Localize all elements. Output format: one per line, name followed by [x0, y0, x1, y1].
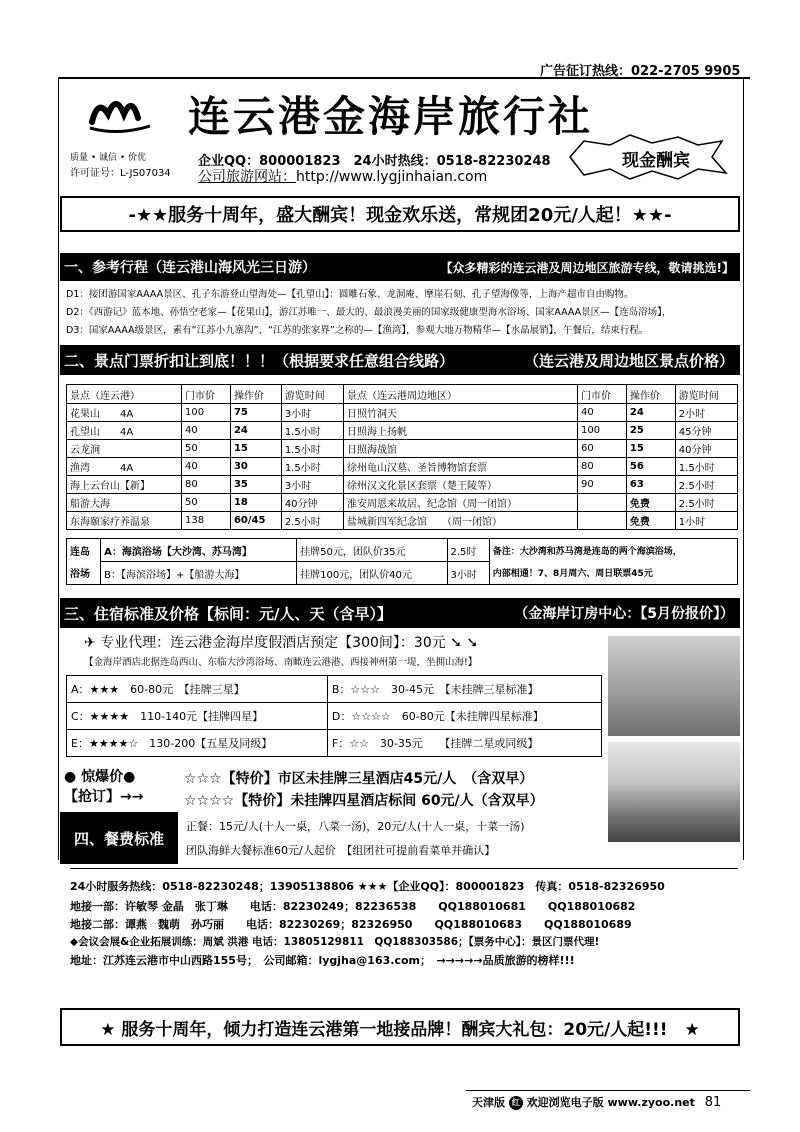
itinerary-day-2: D2：《西游记》蓝本地、孙悟空老家—【花果山】，游江苏唯一、最大的、最浪漫美丽的国家级健康型海水浴场、国家AAAA景区—【连岛浴场】， — [66, 307, 672, 318]
divider — [70, 868, 738, 869]
table-cell: 50 — [182, 494, 231, 512]
motto: 质量 • 诚信 • 价优 — [70, 153, 147, 163]
table-cell — [577, 512, 626, 530]
beach-option-a: A：海滨浴场【大沙湾、苏马湾】 — [101, 539, 297, 562]
hotel-cell: E：★★★★☆ 130-200【五星及同级】 — [67, 730, 328, 757]
table-cell: 80 — [182, 476, 231, 494]
table-cell: 40 — [182, 422, 231, 440]
table-cell: 63 — [626, 476, 675, 494]
hotel-cell: D：☆☆☆☆ 60-80元【未挂牌四星标准】 — [327, 703, 601, 730]
promo-line-1: ☆☆☆【特价】市区未挂牌三星酒店45元/人 （含双早） — [184, 771, 534, 787]
col-header: 操作价 — [230, 385, 281, 404]
table-cell: 100 — [577, 422, 626, 440]
table-cell: 2.5小时 — [675, 476, 737, 494]
website-label: 公司旅游网站： — [198, 169, 296, 185]
table-cell: 138 — [182, 512, 231, 530]
table-cell: 75 — [230, 404, 281, 422]
table-cell: 渔湾 4A — [67, 458, 182, 476]
table-cell: 孔望山 4A — [67, 422, 182, 440]
table-cell: 3小时 — [281, 476, 343, 494]
table-row — [67, 730, 602, 757]
table-cell: 2.5小时 — [675, 494, 737, 512]
table-cell: 日照竹洞天 — [343, 404, 577, 422]
contact-line-1: 24小时服务热线：0518-82230248；13905138806 ★★★【企业QQ】：800001823 传真：0518-82326950 — [70, 880, 665, 893]
table-row — [67, 476, 738, 494]
section-lodging-right: （金海岸订房中心：【5月份报价】） — [514, 606, 734, 622]
section-itinerary-title: 一、参考行程（连云港山海风光三日游） — [64, 260, 316, 276]
table-row — [67, 539, 738, 562]
contact-line-3: 地接二部：谭燕 魏萌 孙巧丽 电话：82230269；82326950 QQ188010683 QQ188010689 — [70, 918, 632, 931]
table-cell: 淮安周恩来故居、纪念馆（周一闭馆） — [343, 494, 577, 512]
cash-reward-badge: 现金酬宾 — [622, 151, 690, 171]
section-itinerary-header — [60, 253, 740, 281]
hotel-cell: A：★★★ 60-80元 【挂牌三星】 — [67, 676, 328, 703]
table-cell: 船游大海 — [67, 494, 182, 512]
table-row — [67, 422, 738, 440]
agent-text: 专业代理：连云港金海岸度假酒店预定【300间】：30元 — [100, 635, 446, 651]
table-cell: 2小时 — [675, 404, 737, 422]
table-cell: 15 — [626, 440, 675, 458]
beach-note-2: 内部相通！7、8月周六、周日联票45元 — [489, 562, 737, 585]
hotel-price-table — [66, 675, 602, 757]
table-row — [67, 458, 738, 476]
promo-label-2: 【抢订】→→ — [64, 789, 144, 805]
table-cell: 60 — [577, 440, 626, 458]
table-cell: 1小时 — [675, 512, 737, 530]
table-cell: 日照海上扬帆 — [343, 422, 577, 440]
table-cell: 盐城新四军纪念馆 （周一闭馆） — [343, 512, 577, 530]
promo-label — [64, 766, 174, 812]
promo-label-1: ● 惊爆价● — [64, 769, 136, 785]
section-itinerary-note: 【众多精彩的连云港及周边地区旅游专线，敬请挑选!】 — [440, 260, 734, 275]
table-row — [67, 404, 738, 422]
footer-circle-icon: 红 — [509, 1096, 523, 1110]
table-cell: 东海颐家疗养温泉 — [67, 512, 182, 530]
hotel-cell: C：★★★★ 110-140元【挂牌四星】 — [67, 703, 328, 730]
col-header: 景点（连云港） — [67, 385, 182, 404]
table-cell: 40 — [577, 404, 626, 422]
page-number: 81 — [704, 1095, 722, 1110]
beach-price-a: 挂牌50元，团队价35元 — [297, 539, 447, 562]
table-row — [67, 440, 738, 458]
table-cell: 2.5小时 — [281, 512, 343, 530]
contact-line-5: 地址：江苏连云港市中山西路155号； 公司邮箱：lygjha@163.com； →→→→→品质旅游的榜样!!! — [70, 954, 575, 967]
table-cell: 40 — [182, 458, 231, 476]
plane-icon: ✈ — [84, 635, 101, 651]
beach-ticket-table — [66, 538, 738, 585]
agent-subline: 【金海岸酒店北据连岛西山、东临大沙湾浴场、南瞰连云港港、西接神州第一堤，坐拥山海!】 — [84, 657, 478, 668]
table-cell: 30 — [230, 458, 281, 476]
table-cell: 90 — [577, 476, 626, 494]
beach-option-b: B：【海滨浴场】+【船游大海】 — [101, 562, 297, 585]
contact-line-2: 地接一部：许敏琴 金晶 张丁琳 电话：82230249；82236538 QQ188010681 QQ188010682 — [70, 900, 636, 913]
footer — [472, 1094, 721, 1110]
ticket-price-table — [66, 384, 738, 530]
footer-rule — [466, 1090, 750, 1091]
table-cell: 18 — [230, 494, 281, 512]
table-cell: 35 — [230, 476, 281, 494]
meal-title: 四、餐费标准 — [60, 812, 178, 864]
table-cell: 1.5小时 — [281, 422, 343, 440]
beach-time-b: 3小时 — [447, 562, 489, 585]
table-cell: 60/45 — [230, 512, 281, 530]
hotel-cell: F：☆☆ 30-35元 【挂牌二星或同级】 — [327, 730, 601, 757]
meal-line-1: 正餐：15元/人(十人一桌，八菜一汤)，20元/人(十人一桌，十菜一汤) — [186, 820, 525, 833]
beach-label: 连岛 — [67, 539, 101, 562]
ad-hotline: 广告征订热线：022-2705 9905 — [540, 64, 741, 79]
table-cell: 1.5小时 — [281, 440, 343, 458]
beach-time-a: 2.5时 — [447, 539, 489, 562]
hotel-cell: B：☆☆☆ 30-45元 【未挂牌三星标准】 — [327, 676, 601, 703]
beach-note-1: 备注：大沙湾和苏马湾是连岛的两个海滨浴场， — [489, 539, 737, 562]
top-banner: -★★服务十周年，盛大酬宾！现金欢乐送，常规团20元/人起！★★- — [60, 196, 740, 232]
table-cell: 25 — [626, 422, 675, 440]
table-row — [67, 703, 602, 730]
col-header: 景点（连云港周边地区） — [343, 385, 577, 404]
table-cell: 1.5小时 — [675, 458, 737, 476]
table-cell: 云龙涧 — [67, 440, 182, 458]
table-cell: 45分钟 — [675, 422, 737, 440]
col-header: 操作价 — [626, 385, 675, 404]
itinerary-day-1: D1：接团游国家AAAA景区、孔子东游登山望海处—【孔望山】：圆雕石象、龙洞庵、摩崖石刻、孔子望海像等，上海产超市自由购物。 — [66, 289, 634, 300]
table-cell: 40分钟 — [675, 440, 737, 458]
license: 许可证号：L-JS07034 — [70, 168, 171, 179]
col-header: 门市价 — [182, 385, 231, 404]
table-cell: 徐州汉文化景区套票（楚王陵等） — [343, 476, 577, 494]
table-cell: 徐州龟山汉墓、圣旨博物馆套票 — [343, 458, 577, 476]
table-row — [67, 512, 738, 530]
table-cell: 免费 — [626, 494, 675, 512]
ticket-table-header — [67, 385, 738, 404]
col-header: 门市价 — [577, 385, 626, 404]
section-tickets-title: 二、景点门票折扣让到底！！！（根据要求任意组合线路） — [64, 351, 455, 370]
table-cell: 1.5小时 — [281, 458, 343, 476]
section-lodging-title: 三、住宿标准及价格【标间：元/人、天（含早）】 — [64, 604, 392, 623]
itinerary-day-3: D3：国家AAAA级景区，素有“江苏小九寨沟”、“江苏的张家界”之称的—【渔湾】，参观大地万物精华—【水晶展销】，午餐后，结束行程。 — [66, 325, 649, 336]
table-cell: 40分钟 — [281, 494, 343, 512]
table-cell: 56 — [626, 458, 675, 476]
section-lodging-header — [60, 598, 740, 628]
footer-edition: 天津版 — [472, 1096, 505, 1109]
arrow-down-right-icon: ➘ ➘ — [445, 635, 479, 651]
table-cell: 24 — [626, 404, 675, 422]
bottom-banner: ★ 服务十周年，倾力打造连云港第一地接品牌！酬宾大礼包：20元/人起!!! ★ — [60, 1008, 740, 1046]
table-cell: 海上云台山【新】 — [67, 476, 182, 494]
table-row — [67, 676, 602, 703]
table-row — [67, 494, 738, 512]
table-cell: 100 — [182, 404, 231, 422]
website-url[interactable]: http://www.lygjinhaian.com — [296, 169, 488, 185]
qq-hotline: 企业QQ：800001823 24小时热线：0518-82230248 — [198, 154, 551, 169]
col-header: 游览时间 — [675, 385, 737, 404]
table-cell: 50 — [182, 440, 231, 458]
section-tickets-header — [60, 345, 740, 375]
section-tickets-right: （连云港及周边地区景点价格） — [523, 351, 734, 370]
table-cell: 15 — [230, 440, 281, 458]
table-cell: 24 — [230, 422, 281, 440]
seaside-photo — [608, 742, 740, 842]
table-cell: 免费 — [626, 512, 675, 530]
agent-line — [84, 632, 478, 652]
promo-line-2: ☆☆☆☆【特价】未挂牌四星酒店标间 60元/人（含双早） — [184, 793, 544, 809]
table-cell — [577, 494, 626, 512]
website-line — [198, 166, 487, 186]
beach-price-b: 挂牌100元，团队价40元 — [297, 562, 447, 585]
beach-label: 浴场 — [67, 562, 101, 585]
table-cell: 3小时 — [281, 404, 343, 422]
meal-line-2: 团队海鲜大餐标准60元/人起价 【组团社可提前看菜单并确认】 — [186, 844, 496, 857]
footer-text[interactable]: 欢迎浏览电子版 www.zyoo.net — [526, 1096, 695, 1109]
brand-title: 连云港金海岸旅行社 — [188, 92, 594, 141]
table-cell: 日照海战馆 — [343, 440, 577, 458]
company-logo — [88, 92, 154, 136]
table-cell: 花果山 4A — [67, 404, 182, 422]
hotel-room-photo — [608, 636, 740, 736]
contact-line-4: ◆会议会展&企业拓展训练：周斌 洪港 电话：13805129811 QQ188303586；【票务中心】：景区门票代理! — [70, 936, 600, 948]
table-cell: 80 — [577, 458, 626, 476]
col-header: 游览时间 — [281, 385, 343, 404]
table-row — [67, 562, 738, 585]
